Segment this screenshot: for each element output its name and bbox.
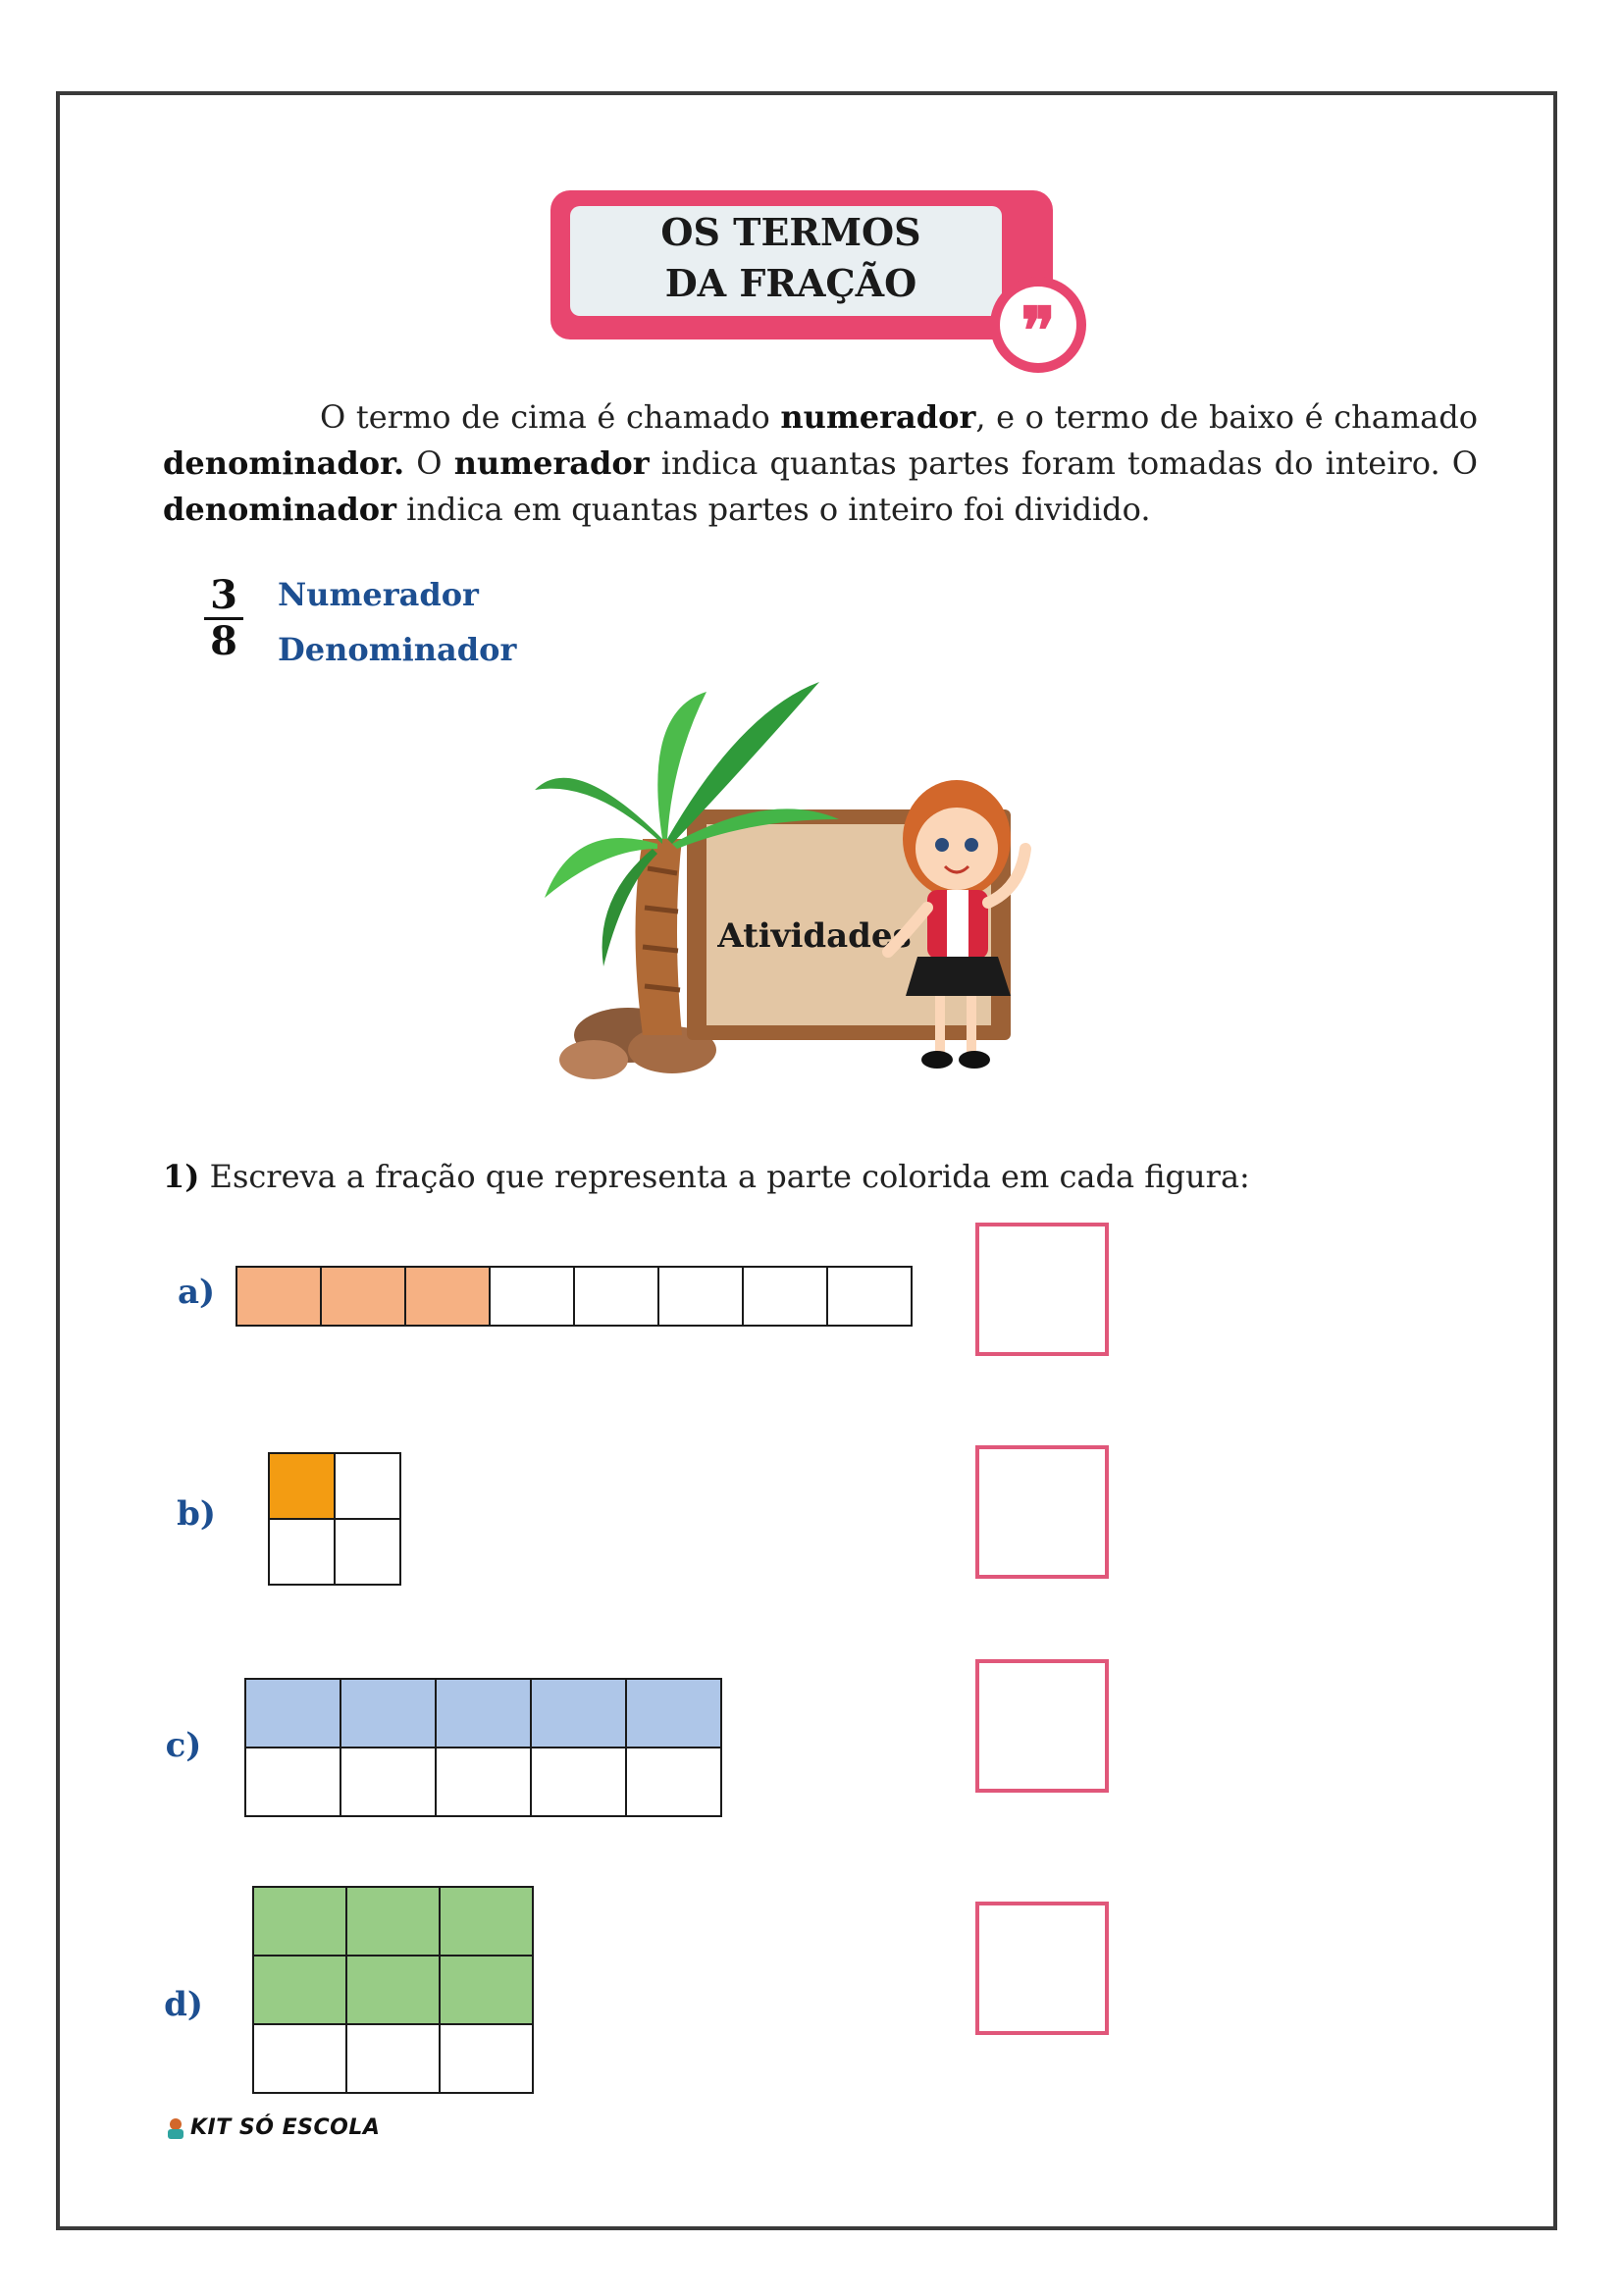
activities-illustration [535,672,1084,1094]
item-label-c: c) [165,1726,202,1765]
example-fraction [204,574,243,663]
numerator-label: Numerador [278,576,479,613]
item-label-a: a) [177,1273,216,1312]
numerator-value: 3 [204,574,243,620]
empty-cell [743,1267,827,1326]
empty-cell [827,1267,912,1326]
fraction-figure-c [244,1678,722,1817]
intro-paragraph: O termo de cima é chamado numerador, e o termo de baixo é chamado denominador. O numerador indica quantas partes foram tomadas do inteiro. O denominador indica em quantas partes o inteiro foi dividido. [163,398,1479,528]
colored-cell [440,1956,533,2024]
student-icon [165,2116,186,2140]
colored-cell [253,1887,346,1956]
empty-cell [346,2024,440,2093]
empty-cell [335,1519,400,1585]
colored-cell [405,1267,490,1326]
denominator-value: 8 [210,618,237,664]
fraction-figure-b [268,1452,401,1586]
empty-cell [531,1748,626,1816]
colored-cell [340,1679,436,1748]
empty-cell [269,1519,335,1585]
answer-box-b[interactable] [975,1445,1109,1579]
empty-cell [658,1267,743,1326]
question-1: 1) Escreva a fração que representa a parte colorida em cada figura: [163,1158,1250,1195]
colored-cell [626,1679,721,1748]
fraction-figure-d [252,1886,534,2094]
item-label-d: d) [164,1985,203,2024]
colored-cell [531,1679,626,1748]
colored-cell [321,1267,405,1326]
empty-cell [574,1267,658,1326]
item-label-b: b) [177,1494,216,1534]
colored-cell [346,1887,440,1956]
empty-cell [440,2024,533,2093]
colored-cell [346,1956,440,2024]
empty-cell [626,1748,721,1816]
answer-box-d[interactable] [975,1902,1109,2035]
colored-cell [436,1679,531,1748]
fraction-figure-a [235,1266,913,1327]
empty-cell [340,1748,436,1816]
answer-box-a[interactable] [975,1223,1109,1356]
denominator-label: Denominador [278,631,517,668]
title-line-2: DA FRAÇÃO [664,261,917,305]
title-line-1: OS TERMOS [660,210,921,254]
title-badge [550,190,1056,369]
quote-icon: ❞ [990,277,1086,373]
empty-cell [253,2024,346,2093]
activities-sign-text: Atividades [717,916,912,956]
colored-cell [440,1887,533,1956]
empty-cell [436,1748,531,1816]
answer-box-c[interactable] [975,1659,1109,1793]
colored-cell [245,1679,340,1748]
brand-logo: KIT SÓ ESCOLA [165,2115,380,2140]
empty-cell [490,1267,574,1326]
colored-cell [236,1267,321,1326]
empty-cell [335,1453,400,1519]
empty-cell [245,1748,340,1816]
colored-cell [253,1956,346,2024]
colored-cell [269,1453,335,1519]
